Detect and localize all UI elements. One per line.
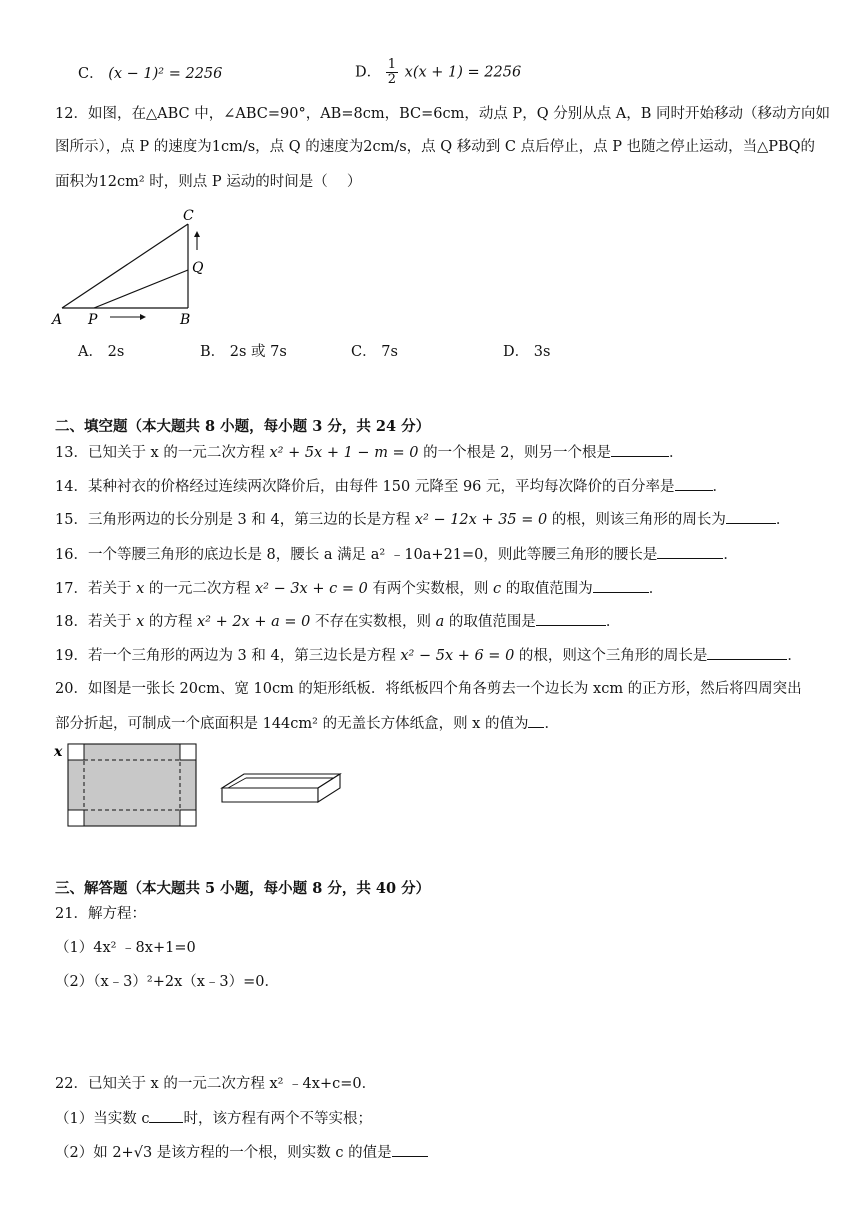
- q14: [55, 476, 727, 497]
- fraction-half: [386, 58, 398, 87]
- q12-line-3: 面积为12cm² 时，则点 P 运动的时间是（ ）: [55, 174, 362, 190]
- corner-cut-tr: [180, 744, 196, 760]
- q20-answer-blank[interactable]: [528, 713, 544, 728]
- option-text: 7s: [381, 344, 398, 360]
- q13-text: 13．已知关于 x 的一元二次方程: [55, 445, 270, 461]
- q21-stem: 21．解方程：: [55, 906, 146, 922]
- period: ．: [605, 614, 621, 630]
- period: ．: [723, 547, 738, 563]
- q13-answer-blank[interactable]: [611, 442, 669, 457]
- q18-text-post: 的取值范围是: [444, 614, 536, 630]
- q22-part-1-text-post: 时，该方程有两个不等实根；: [183, 1111, 372, 1127]
- q11-option-d: [355, 58, 521, 87]
- q15-answer-blank[interactable]: [726, 509, 776, 524]
- q17-equation: x² − 3x + c = 0: [254, 581, 368, 597]
- q18-equation: x² + 2x + a = 0: [196, 614, 311, 630]
- q18-answer-blank[interactable]: [536, 611, 606, 626]
- q18: [55, 611, 620, 632]
- q22-stem: 22．已知关于 x 的一元二次方程 x² ﹣4x+c=0．: [55, 1076, 377, 1092]
- option-expression: x(x + 1) = 2256: [404, 64, 522, 81]
- period: ．: [648, 581, 664, 597]
- corner-cut-tl: [68, 744, 84, 760]
- fraction-numerator: 1: [387, 57, 397, 72]
- label-c: C: [183, 208, 194, 224]
- period: ．: [775, 512, 791, 528]
- q17-variable-c: c: [493, 581, 502, 597]
- q17-text-mid: 的一元二次方程: [144, 581, 255, 597]
- box-front: [222, 788, 318, 802]
- period: ．: [787, 648, 802, 664]
- label-x: x: [54, 744, 63, 760]
- q19-text-post: 的根，则这个三角形的周长是: [514, 648, 708, 664]
- label-a: A: [52, 312, 63, 328]
- q15-equation: x² − 12x + 35 = 0: [414, 512, 548, 528]
- q19-text: 19．若一个三角形的两边为 3 和 4，第三边长是方程: [55, 648, 401, 664]
- option-letter: A．: [78, 344, 103, 360]
- q13-text-post: 的一个根是 2，则另一个根是: [418, 445, 611, 461]
- q12-option-b: [200, 342, 287, 362]
- corner-cut-br: [180, 810, 196, 826]
- q14-answer-blank[interactable]: [675, 476, 713, 491]
- q18-text-mid: 的方程: [144, 614, 197, 630]
- option-expression: (x − 1)² = 2256: [108, 66, 223, 82]
- option-letter: C．: [351, 344, 377, 360]
- q11-option-c: [78, 64, 222, 84]
- q13-equation: x² + 5x + 1 − m = 0: [269, 445, 419, 461]
- q21-part-1: （1）4x² ﹣8x+1=0: [55, 940, 196, 956]
- q22-part-1: [55, 1108, 372, 1129]
- label-q: Q: [192, 260, 204, 276]
- period: ．: [669, 445, 684, 461]
- option-text: 2s: [107, 344, 125, 360]
- q17-text: 17．若关于: [55, 581, 137, 597]
- q18-text: 18．若关于: [55, 614, 137, 630]
- q15-text-post: 的根，则该三角形的周长为: [547, 512, 726, 528]
- q17-text-post1: 有两个实数根，则: [367, 581, 494, 597]
- q17-answer-blank[interactable]: [593, 578, 649, 593]
- q21-part-2: （2）（x﹣3）²+2x（x﹣3）=0．: [55, 974, 280, 990]
- q17: [55, 578, 663, 599]
- q12-line-2: 图所示），点 P 的速度为1cm/s，点 Q 的速度为2cm/s，点 Q 移动到 C 点后停止，点 P 也随之停止运动，当△PBQ的: [55, 139, 816, 155]
- q12-option-c: [351, 342, 398, 362]
- q16: [55, 544, 738, 565]
- fraction-denominator: 2: [387, 72, 397, 87]
- label-b: B: [180, 312, 191, 328]
- q18-variable-a: a: [435, 614, 445, 630]
- q18-text-post1: 不存在实数根，则: [310, 614, 436, 630]
- q22-part-1-text: （1）当实数 c: [55, 1111, 150, 1127]
- q12-option-d: [503, 342, 550, 362]
- q17-text-post: 的取值范围为: [501, 581, 593, 597]
- cardboard-sheet: [68, 744, 196, 826]
- q22-part-2-text: （2）如 2+√3 是该方程的一个根，则实数 c 的值是: [55, 1145, 392, 1161]
- option-text: 3s: [533, 344, 551, 360]
- q22-part-1-blank[interactable]: [149, 1108, 183, 1123]
- q15-text: 15．三角形两边的长分别是 3 和 4，第三边的长是方程: [55, 512, 415, 528]
- q19-answer-blank[interactable]: [707, 645, 787, 660]
- section-2-title: 二、填空题（本大题共 8 小题，每小题 3 分，共 24 分）: [55, 418, 431, 435]
- corner-cut-bl: [68, 810, 84, 826]
- q22-part-2: [55, 1142, 428, 1163]
- q20-cardboard-figure: [50, 740, 210, 832]
- q19: [55, 645, 802, 666]
- q13: [55, 442, 684, 463]
- arrow-p-head: [140, 314, 146, 320]
- option-letter: B．: [200, 344, 226, 360]
- q22-part-2-blank[interactable]: [392, 1142, 428, 1157]
- section-3-title: 三、解答题（本大题共 5 小题，每小题 8 分，共 40 分）: [55, 880, 431, 897]
- q16-answer-blank[interactable]: [657, 544, 723, 559]
- q15: [55, 509, 790, 530]
- period: ．: [712, 479, 728, 495]
- segment-pq: [94, 270, 188, 308]
- q18-variable: x: [136, 614, 145, 630]
- q16-text: 16．一个等腰三角形的底边长是 8，腰长 a 满足 a² ﹣10a+21=0，则此等腰三角形的腰长是: [55, 547, 658, 563]
- option-text: 2s 或 7s: [229, 344, 287, 360]
- q12-option-a: [78, 342, 124, 362]
- arrow-q-head: [194, 231, 200, 237]
- q12-triangle-figure: [50, 200, 210, 330]
- period: ．: [544, 716, 559, 732]
- option-letter: D．: [503, 344, 530, 360]
- q20-line-1: 20．如图是一张长 20cm、宽 10cm 的矩形纸板．将纸板四个角各剪去一个边长为 xcm 的正方形，然后将四周突出: [55, 681, 802, 697]
- option-letter: C．: [78, 66, 104, 82]
- q17-variable: x: [136, 581, 145, 597]
- label-p: P: [88, 312, 98, 328]
- q20-box-figure: [218, 768, 358, 812]
- q20-text: 部分折起，可制成一个底面积是 144cm² 的无盖长方体纸盒，则 x 的值为: [55, 716, 529, 732]
- q19-equation: x² − 5x + 6 = 0: [400, 648, 515, 664]
- q14-text: 14．某种衬衣的价格经过连续两次降价后，由每件 150 元降至 96 元，平均每次降价的百分率是: [55, 479, 675, 495]
- option-letter: D．: [355, 64, 382, 81]
- q20-line-2: [55, 713, 559, 734]
- q12-line-1: 12．如图，在△ABC 中，∠ABC=90°，AB=8cm，BC=6cm，动点 P，Q 分别从点 A，B 同时开始移动（移动方向如: [55, 106, 831, 122]
